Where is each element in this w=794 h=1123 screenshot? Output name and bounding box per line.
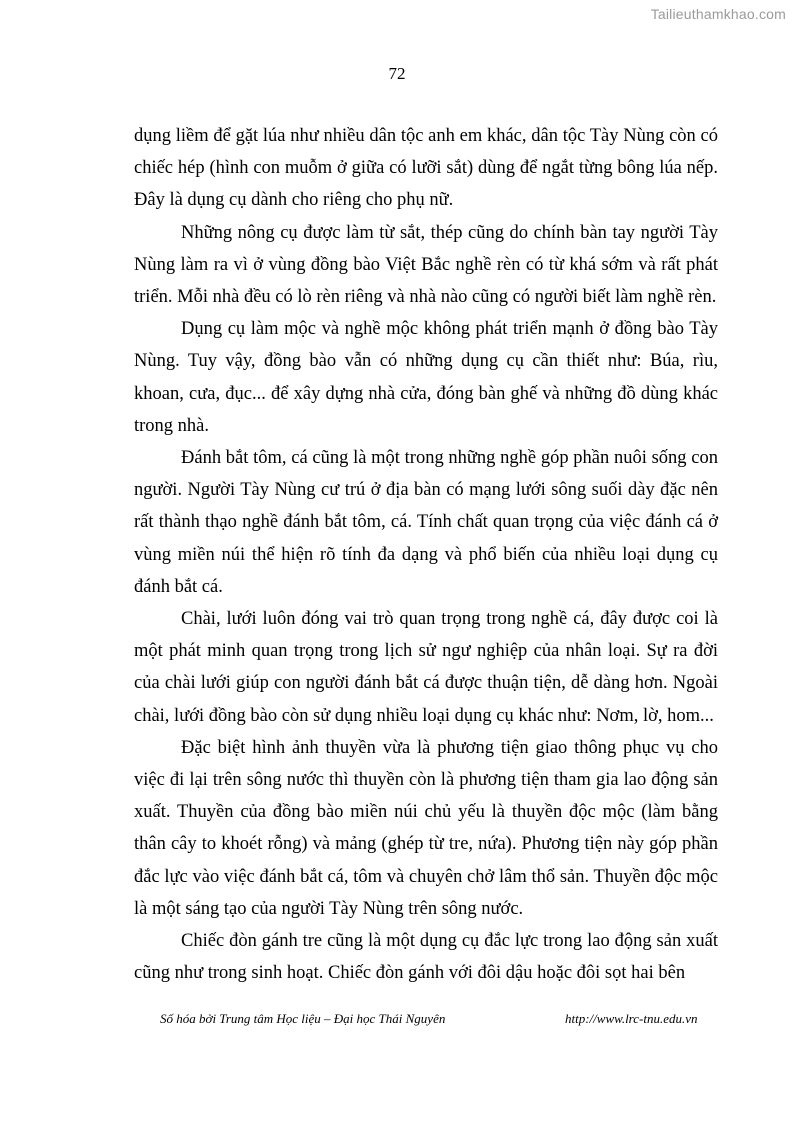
paragraph: Chài, lưới luôn đóng vai trò quan trọng trong nghề cá, đây được coi là một phát minh quan trọng trong lịch sử ngư nghiệp của nhân loại. Sự ra đời của chài lưới giúp con người đánh bắt cá được thuận tiện, dễ dàng hơn. Ngoài chài, lưới đồng bào còn sử dụng nhiều loại dụng cụ khác như: Nơm, lờ, hom...: [134, 609, 718, 726]
paragraph: Dụng cụ làm mộc và nghề mộc không phát triển mạnh ở đồng bào Tày Nùng. Tuy vậy, đồng bào vẫn có những dụng cụ cần thiết như: Búa, rìu, khoan, cưa, đục... để xây dựng nhà cửa, đóng bàn ghế và những đồ dùng khác trong nhà.: [134, 319, 718, 436]
body-text: [134, 120, 718, 989]
page-number: 72: [388, 64, 406, 83]
footer-source: Số hóa bởi Trung tâm Học liệu – Đại học Thái Nguyên: [160, 1011, 446, 1026]
paragraph: Đặc biệt hình ảnh thuyền vừa là phương tiện giao thông phục vụ cho việc đi lại trên sông nước thì thuyền còn là phương tiện tham gia lao động sản xuất. Thuyền của đồng bào miền núi chủ yếu là thuyền độc mộc (làm bằng thân cây to khoét rỗng) và mảng (ghép từ tre, nứa). Phương tiện này góp phần đắc lực vào việc đánh bắt cá, tôm và chuyên chở lâm thổ sản. Thuyền độc mộc là một sáng tạo của người Tày Nùng trên sông nước.: [134, 737, 718, 919]
footer-url[interactable]: http://www.lrc-tnu.edu.vn: [565, 1011, 698, 1026]
paragraph: dụng liềm để gặt lúa như nhiều dân tộc anh em khác, dân tộc Tày Nùng còn có chiếc hép (hình con muỗm ở giữa có lưỡi sắt) dùng để ngắt từng bông lúa nếp. Đây là dụng cụ dành cho riêng cho phụ nữ.: [134, 126, 718, 211]
watermark: Tailieuthamkhao.com: [650, 6, 786, 22]
paragraph: Chiếc đòn gánh tre cũng là một dụng cụ đắc lực trong lao động sản xuất cũng như trong sinh hoạt. Chiếc đòn gánh với đôi dậu hoặc đôi sọt hai bên: [134, 931, 718, 984]
paragraph: Đánh bắt tôm, cá cũng là một trong những nghề góp phần nuôi sống con người. Người Tày Nùng cư trú ở địa bàn có mạng lưới sông suối dày đặc nên rất thành thạo nghề đánh bắt tôm, cá. Tính chất quan trọng của việc đánh cá ở vùng miền núi thể hiện rõ tính đa dạng và phổ biến của nhiều loại dụng cụ đánh bắt cá.: [134, 448, 718, 597]
paragraph: Những nông cụ được làm từ sắt, thép cũng do chính bàn tay người Tày Nùng làm ra vì ở vùng đồng bào Việt Bắc nghề rèn có từ khá sớm và rất phát triển. Mỗi nhà đều có lò rèn riêng và nhà nào cũng có người biết làm nghề rèn.: [134, 222, 718, 308]
